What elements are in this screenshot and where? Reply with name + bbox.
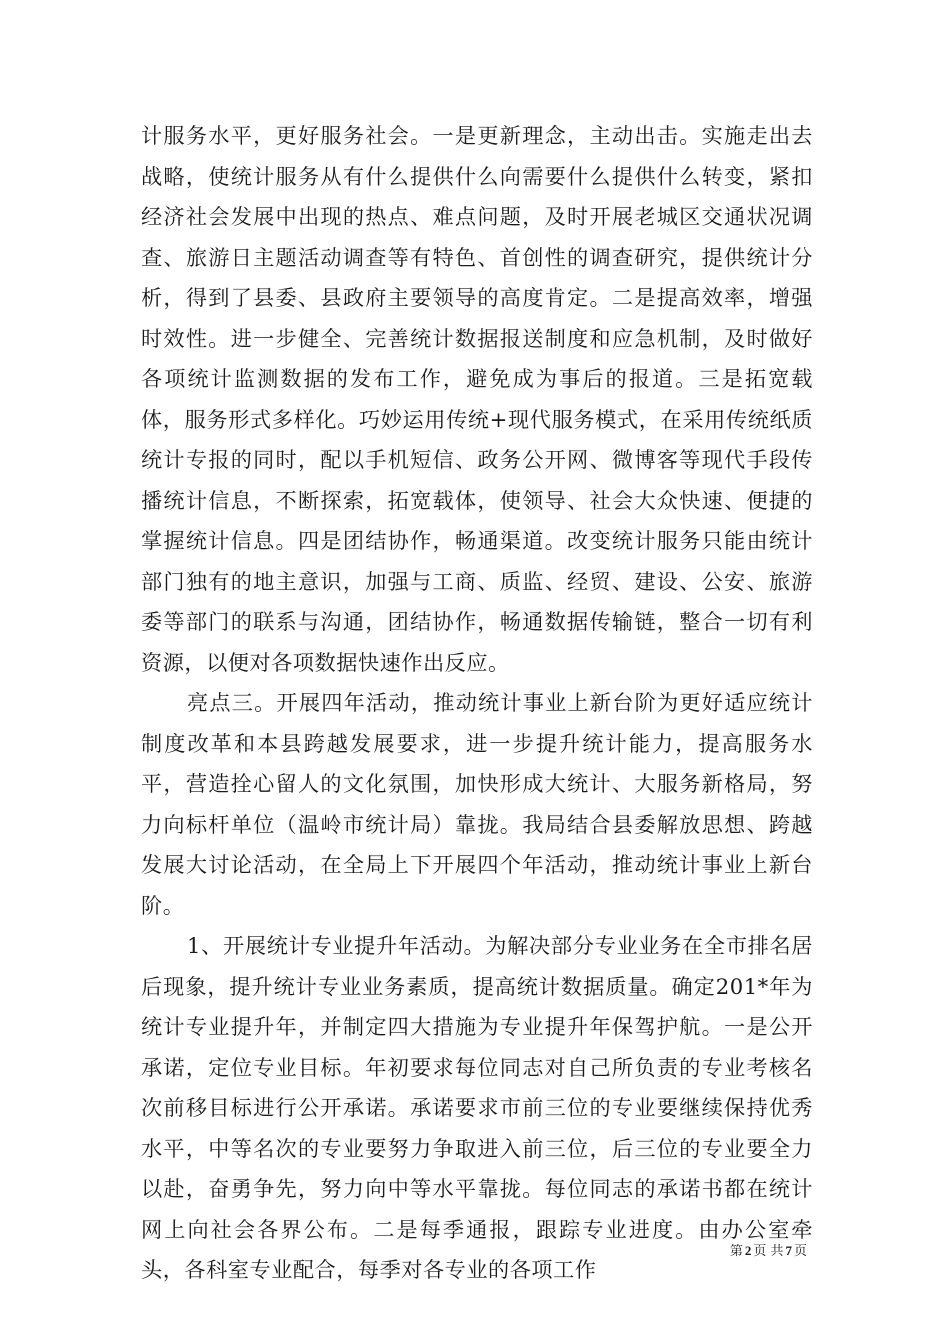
- paragraph-continued-service: 计服务水平，更好服务社会。一是更新理念，主动出击。实施走出去战略，使统计服务从有什么提供什么向需要什么提供什么转变，紧扣经济社会发展中出现的热点、难点问题，及时开展老城区交通状况调查、旅游日主题活动调查等有特色、首创性的调查研究，提供统计分析，得到了县委、县政府主要领导的高度肯定。二是提高效率，增强时效性。进一步健全、完善统计数据报送制度和应急机制，及时做好各项统计监测数据的发布工作，避免成为事后的报道。三是拓宽载体，服务形式多样化。巧妙运用传统+现代服务模式，在采用传统纸质统计专报的同时，配以手机短信、政务公开网、微博客等现代手段传播统计信息，不断探索，拓宽载体，使领导、社会大众快速、便捷的掌握统计信息。四是团结协作，畅通渠道。改变统计服务只能由统计部门独有的地主意识，加强与工商、质监、经贸、建设、公安、旅游委等部门的联系与沟通，团结协作，畅通数据传输链，整合一切有利资源，以便对各项数据快速作出反应。: [141, 123, 813, 675]
- footer-total-pages: 7: [785, 1243, 792, 1258]
- footer-prefix: 第: [729, 1244, 743, 1259]
- footer-middle: 页 共: [753, 1244, 784, 1259]
- paragraph-item-one: 1、开展统计专业提升年活动。为解决部分专业业务在全市排名居后现象，提升统计专业业务素质，提高统计数据质量。确定201*年为统计专业提升年，并制定四大措施为专业提升年保驾护航。一是公开承诺，定位专业目标。年初要求每位同志对自己所负责的专业考核名次前移目标进行公开承诺。承诺要求市前三位的专业要继续保持优秀水平，中等名次的专业要努力争取进入前三位，后三位的专业要全力以赴，奋勇争先，努力向中等水平靠拢。每位同志的承诺书都在统计网上向社会各界公布。二是每季通报，跟踪专业进度。由办公室牵头，各科室专业配合，每季对各专业的各项工作: [141, 933, 813, 1282]
- footer-suffix: 页: [793, 1244, 807, 1259]
- paragraph-highlight-three: 亮点三。开展四年活动，推动统计事业上新台阶为更好适应统计制度改革和本县跨越发展要求，进一步提升统计能力，提高服务水平，营造拴心留人的文化氛围，加快形成大统计、大服务新格局，努力向标杆单位（温岭市统计局）靠拢。我局结合县委解放思想、跨越发展大讨论活动，在全局上下开展四个年活动，推动统计事业上新台阶。: [141, 690, 813, 918]
- document-body: [141, 116, 813, 1291]
- footer-current-page: 2: [744, 1243, 752, 1258]
- page-number-footer: [730, 1243, 807, 1260]
